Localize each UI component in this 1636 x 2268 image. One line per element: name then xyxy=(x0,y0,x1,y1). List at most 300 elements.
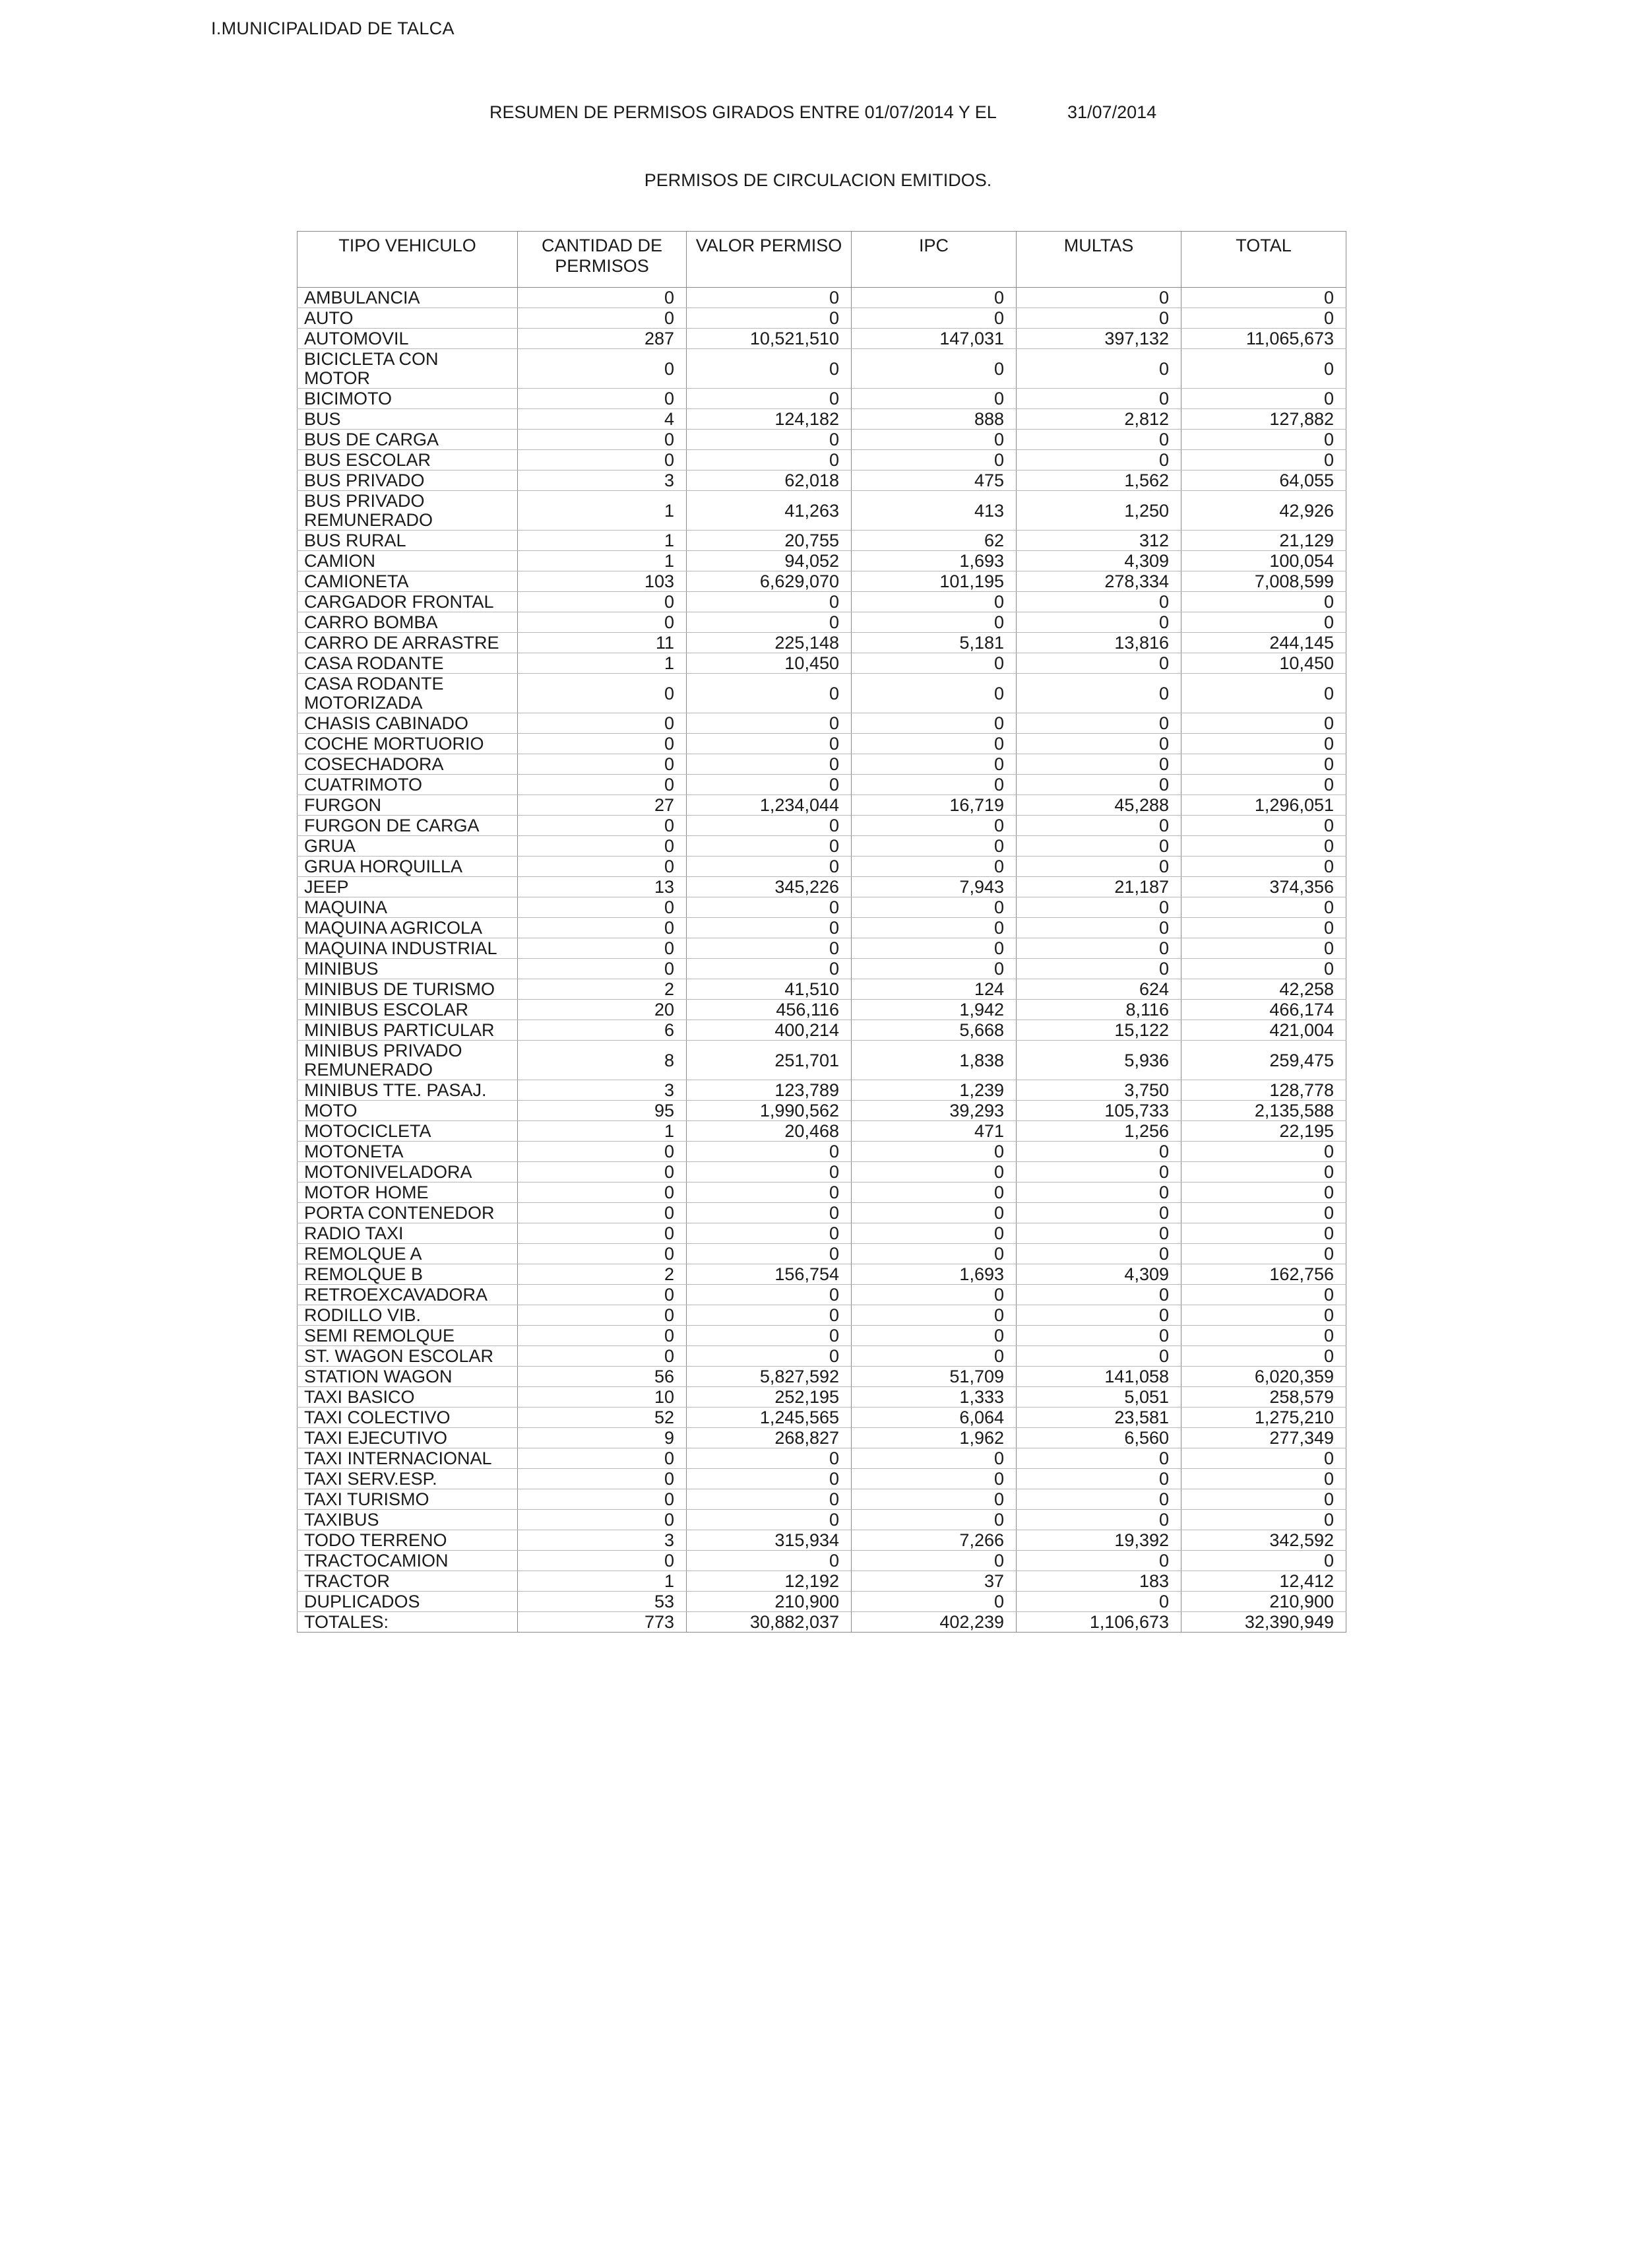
value-cell: 0 xyxy=(852,288,1017,308)
value-cell: 0 xyxy=(1181,308,1346,329)
value-cell: 0 xyxy=(1017,1142,1181,1162)
vehicle-type-cell: MINIBUS DE TURISMO xyxy=(298,979,518,1000)
vehicle-type-cell: CHASIS CABINADO xyxy=(298,713,518,734)
value-cell: 0 xyxy=(852,734,1017,754)
value-cell: 10 xyxy=(518,1387,687,1408)
value-cell: 0 xyxy=(1017,1326,1181,1346)
value-cell: 0 xyxy=(687,1223,852,1244)
value-cell: 13 xyxy=(518,877,687,897)
value-cell: 11,065,673 xyxy=(1181,329,1346,349)
vehicle-type-cell: MAQUINA AGRICOLA xyxy=(298,918,518,938)
table-header-row xyxy=(298,232,1346,288)
table-row xyxy=(298,592,1346,612)
value-cell: 0 xyxy=(1181,674,1346,713)
value-cell: 0 xyxy=(687,938,852,959)
value-cell: 0 xyxy=(852,959,1017,979)
table-row xyxy=(298,877,1346,897)
table-row xyxy=(298,1592,1346,1612)
value-cell: 0 xyxy=(1017,308,1181,329)
value-cell: 0 xyxy=(1017,349,1181,389)
value-cell: 0 xyxy=(687,1183,852,1203)
vehicle-type-cell: BUS xyxy=(298,409,518,430)
table-row xyxy=(298,1469,1346,1489)
vehicle-type-cell: DUPLICADOS xyxy=(298,1592,518,1612)
totals-row xyxy=(298,1612,1346,1633)
vehicle-type-cell: MINIBUS PARTICULAR xyxy=(298,1020,518,1041)
value-cell: 105,733 xyxy=(1017,1101,1181,1121)
value-cell: 1 xyxy=(518,653,687,674)
value-cell: 0 xyxy=(687,918,852,938)
value-cell: 0 xyxy=(518,1305,687,1326)
value-cell: 345,226 xyxy=(687,877,852,897)
value-cell: 0 xyxy=(687,1489,852,1510)
value-cell: 0 xyxy=(687,897,852,918)
value-cell: 0 xyxy=(852,713,1017,734)
value-cell: 0 xyxy=(1017,430,1181,450)
value-cell: 0 xyxy=(687,612,852,633)
value-cell: 0 xyxy=(518,713,687,734)
value-cell: 147,031 xyxy=(852,329,1017,349)
column-header: CANTIDAD DE PERMISOS xyxy=(518,232,687,288)
value-cell: 0 xyxy=(1017,1162,1181,1183)
vehicle-type-cell: GRUA HORQUILLA xyxy=(298,857,518,877)
vehicle-type-cell: CASA RODANTE MOTORIZADA xyxy=(298,674,518,713)
value-cell: 1,245,565 xyxy=(687,1408,852,1428)
value-cell: 0 xyxy=(1017,653,1181,674)
value-cell: 0 xyxy=(1017,1223,1181,1244)
value-cell: 7,943 xyxy=(852,877,1017,897)
vehicle-type-cell: CARRO DE ARRASTRE xyxy=(298,633,518,653)
value-cell: 0 xyxy=(518,1285,687,1305)
value-cell: 101,195 xyxy=(852,571,1017,592)
value-cell: 56 xyxy=(518,1367,687,1387)
value-cell: 1,234,044 xyxy=(687,795,852,816)
value-cell: 42,258 xyxy=(1181,979,1346,1000)
vehicle-type-cell: FURGON DE CARGA xyxy=(298,816,518,836)
value-cell: 0 xyxy=(1017,1510,1181,1530)
value-cell: 0 xyxy=(1017,754,1181,775)
vehicle-type-cell: MAQUINA INDUSTRIAL xyxy=(298,938,518,959)
value-cell: 0 xyxy=(518,1469,687,1489)
vehicle-type-cell: MINIBUS ESCOLAR xyxy=(298,1000,518,1020)
value-cell: 0 xyxy=(852,857,1017,877)
value-cell: 1,693 xyxy=(852,1264,1017,1285)
vehicle-type-cell: AUTO xyxy=(298,308,518,329)
value-cell: 0 xyxy=(1181,1489,1346,1510)
value-cell: 258,579 xyxy=(1181,1387,1346,1408)
value-cell: 0 xyxy=(852,1469,1017,1489)
value-cell: 1 xyxy=(518,491,687,531)
value-cell: 12,192 xyxy=(687,1571,852,1592)
value-cell: 0 xyxy=(1017,713,1181,734)
value-cell: 30,882,037 xyxy=(687,1612,852,1633)
value-cell: 0 xyxy=(852,1203,1017,1223)
value-cell: 51,709 xyxy=(852,1367,1017,1387)
value-cell: 9 xyxy=(518,1428,687,1448)
vehicle-type-cell: RODILLO VIB. xyxy=(298,1305,518,1326)
value-cell: 0 xyxy=(687,959,852,979)
value-cell: 0 xyxy=(687,754,852,775)
vehicle-type-cell: TAXI BASICO xyxy=(298,1387,518,1408)
value-cell: 0 xyxy=(687,1285,852,1305)
value-cell: 1 xyxy=(518,1571,687,1592)
table-row xyxy=(298,1489,1346,1510)
value-cell: 1,275,210 xyxy=(1181,1408,1346,1428)
table-row xyxy=(298,775,1346,795)
value-cell: 127,882 xyxy=(1181,409,1346,430)
value-cell: 0 xyxy=(1181,1305,1346,1326)
value-cell: 4,309 xyxy=(1017,551,1181,571)
value-cell: 0 xyxy=(1017,612,1181,633)
vehicle-type-cell: CASA RODANTE xyxy=(298,653,518,674)
value-cell: 0 xyxy=(1017,1346,1181,1367)
value-cell: 52 xyxy=(518,1408,687,1428)
value-cell: 0 xyxy=(1181,1223,1346,1244)
value-cell: 6,629,070 xyxy=(687,571,852,592)
value-cell: 3,750 xyxy=(1017,1080,1181,1101)
value-cell: 0 xyxy=(1017,674,1181,713)
value-cell: 0 xyxy=(852,1489,1017,1510)
value-cell: 8,116 xyxy=(1017,1000,1181,1020)
value-cell: 244,145 xyxy=(1181,633,1346,653)
value-cell: 342,592 xyxy=(1181,1530,1346,1551)
vehicle-type-cell: MOTONETA xyxy=(298,1142,518,1162)
value-cell: 0 xyxy=(1181,288,1346,308)
value-cell: 0 xyxy=(518,1489,687,1510)
value-cell: 21,187 xyxy=(1017,877,1181,897)
value-cell: 0 xyxy=(518,1346,687,1367)
value-cell: 397,132 xyxy=(1017,329,1181,349)
value-cell: 0 xyxy=(1181,430,1346,450)
value-cell: 0 xyxy=(518,938,687,959)
value-cell: 0 xyxy=(852,1448,1017,1469)
vehicle-type-cell: MAQUINA xyxy=(298,897,518,918)
value-cell: 0 xyxy=(1181,938,1346,959)
value-cell: 0 xyxy=(518,592,687,612)
value-cell: 0 xyxy=(687,1203,852,1223)
vehicle-type-cell: AMBULANCIA xyxy=(298,288,518,308)
value-cell: 1,296,051 xyxy=(1181,795,1346,816)
value-cell: 0 xyxy=(518,959,687,979)
table-row xyxy=(298,959,1346,979)
value-cell: 0 xyxy=(1017,918,1181,938)
value-cell: 0 xyxy=(852,308,1017,329)
value-cell: 0 xyxy=(852,1551,1017,1571)
vehicle-type-cell: BICIMOTO xyxy=(298,389,518,409)
value-cell: 421,004 xyxy=(1181,1020,1346,1041)
vehicle-type-cell: TAXIBUS xyxy=(298,1510,518,1530)
value-cell: 37 xyxy=(852,1571,1017,1592)
vehicle-type-cell: MINIBUS xyxy=(298,959,518,979)
value-cell: 0 xyxy=(518,349,687,389)
value-cell: 0 xyxy=(687,1142,852,1162)
organization-name: I.MUNICIPALIDAD DE TALCA xyxy=(211,18,455,38)
value-cell: 6,064 xyxy=(852,1408,1017,1428)
value-cell: 0 xyxy=(852,1244,1017,1264)
value-cell: 287 xyxy=(518,329,687,349)
column-header: IPC xyxy=(852,232,1017,288)
value-cell: 0 xyxy=(1181,1244,1346,1264)
value-cell: 268,827 xyxy=(687,1428,852,1448)
value-cell: 6,020,359 xyxy=(1181,1367,1346,1387)
value-cell: 64,055 xyxy=(1181,470,1346,491)
value-cell: 0 xyxy=(687,430,852,450)
value-cell: 0 xyxy=(518,430,687,450)
vehicle-type-cell: GRUA xyxy=(298,836,518,857)
value-cell: 0 xyxy=(687,1448,852,1469)
value-cell: 0 xyxy=(1017,959,1181,979)
value-cell: 0 xyxy=(687,1469,852,1489)
value-cell: 210,900 xyxy=(687,1592,852,1612)
table-row xyxy=(298,1121,1346,1142)
value-cell: 0 xyxy=(852,1223,1017,1244)
table-row xyxy=(298,470,1346,491)
value-cell: 0 xyxy=(1181,1346,1346,1367)
value-cell: 1,990,562 xyxy=(687,1101,852,1121)
value-cell: 0 xyxy=(1017,857,1181,877)
value-cell: 0 xyxy=(852,653,1017,674)
value-cell: 210,900 xyxy=(1181,1592,1346,1612)
value-cell: 0 xyxy=(852,430,1017,450)
value-cell: 0 xyxy=(518,1223,687,1244)
value-cell: 259,475 xyxy=(1181,1041,1346,1080)
value-cell: 0 xyxy=(1017,836,1181,857)
value-cell: 0 xyxy=(1181,1326,1346,1346)
table-row xyxy=(298,897,1346,918)
value-cell: 0 xyxy=(687,857,852,877)
value-cell: 0 xyxy=(518,857,687,877)
value-cell: 0 xyxy=(687,349,852,389)
value-cell: 20,468 xyxy=(687,1121,852,1142)
value-cell: 0 xyxy=(518,1142,687,1162)
table-row xyxy=(298,1101,1346,1121)
value-cell: 0 xyxy=(518,1162,687,1183)
value-cell: 0 xyxy=(1181,450,1346,470)
table-row xyxy=(298,857,1346,877)
value-cell: 32,390,949 xyxy=(1181,1612,1346,1633)
vehicle-type-cell: CAMIONETA xyxy=(298,571,518,592)
table-row xyxy=(298,795,1346,816)
value-cell: 39,293 xyxy=(852,1101,1017,1121)
vehicle-type-cell: SEMI REMOLQUE xyxy=(298,1326,518,1346)
table-row xyxy=(298,1244,1346,1264)
vehicle-type-cell: BUS DE CARGA xyxy=(298,430,518,450)
table-row xyxy=(298,409,1346,430)
value-cell: 0 xyxy=(1017,1489,1181,1510)
table-row xyxy=(298,918,1346,938)
value-cell: 42,926 xyxy=(1181,491,1346,531)
value-cell: 0 xyxy=(1017,1285,1181,1305)
table-body xyxy=(298,288,1346,1633)
table-row xyxy=(298,1223,1346,1244)
table-row xyxy=(298,1142,1346,1162)
value-cell: 1 xyxy=(518,551,687,571)
value-cell: 41,263 xyxy=(687,491,852,531)
value-cell: 0 xyxy=(1181,1448,1346,1469)
value-cell: 466,174 xyxy=(1181,1000,1346,1020)
table-row xyxy=(298,1387,1346,1408)
value-cell: 141,058 xyxy=(1017,1367,1181,1387)
vehicle-type-cell: BICICLETA CON MOTOR xyxy=(298,349,518,389)
value-cell: 5,827,592 xyxy=(687,1367,852,1387)
vehicle-type-cell: TRACTOCAMION xyxy=(298,1551,518,1571)
table-row xyxy=(298,612,1346,633)
value-cell: 0 xyxy=(687,674,852,713)
value-cell: 0 xyxy=(518,1510,687,1530)
vehicle-type-cell: REMOLQUE A xyxy=(298,1244,518,1264)
value-cell: 475 xyxy=(852,470,1017,491)
value-cell: 5,936 xyxy=(1017,1041,1181,1080)
value-cell: 0 xyxy=(687,288,852,308)
table-row xyxy=(298,653,1346,674)
table-row xyxy=(298,491,1346,531)
value-cell: 0 xyxy=(1017,1592,1181,1612)
value-cell: 315,934 xyxy=(687,1530,852,1551)
value-cell: 4 xyxy=(518,409,687,430)
value-cell: 2 xyxy=(518,979,687,1000)
value-cell: 0 xyxy=(1181,1162,1346,1183)
value-cell: 402,239 xyxy=(852,1612,1017,1633)
value-cell: 0 xyxy=(687,1551,852,1571)
value-cell: 0 xyxy=(1017,897,1181,918)
value-cell: 0 xyxy=(518,389,687,409)
value-cell: 0 xyxy=(852,1510,1017,1530)
vehicle-type-cell: PORTA CONTENEDOR xyxy=(298,1203,518,1223)
value-cell: 0 xyxy=(852,918,1017,938)
value-cell: 773 xyxy=(518,1612,687,1633)
value-cell: 0 xyxy=(687,1326,852,1346)
value-cell: 0 xyxy=(518,918,687,938)
vehicle-type-cell: TAXI COLECTIVO xyxy=(298,1408,518,1428)
value-cell: 0 xyxy=(1017,734,1181,754)
value-cell: 0 xyxy=(1181,897,1346,918)
value-cell: 1,962 xyxy=(852,1428,1017,1448)
value-cell: 0 xyxy=(518,1326,687,1346)
value-cell: 0 xyxy=(852,938,1017,959)
table-row xyxy=(298,734,1346,754)
value-cell: 27 xyxy=(518,795,687,816)
value-cell: 0 xyxy=(852,1142,1017,1162)
table-row xyxy=(298,754,1346,775)
value-cell: 413 xyxy=(852,491,1017,531)
value-cell: 0 xyxy=(518,612,687,633)
value-cell: 100,054 xyxy=(1181,551,1346,571)
value-cell: 0 xyxy=(1181,1510,1346,1530)
table-row xyxy=(298,674,1346,713)
vehicle-type-cell: TODO TERRENO xyxy=(298,1530,518,1551)
value-cell: 6,560 xyxy=(1017,1428,1181,1448)
value-cell: 20 xyxy=(518,1000,687,1020)
value-cell: 123,789 xyxy=(687,1080,852,1101)
value-cell: 5,051 xyxy=(1017,1387,1181,1408)
value-cell: 888 xyxy=(852,409,1017,430)
table-row xyxy=(298,938,1346,959)
value-cell: 41,510 xyxy=(687,979,852,1000)
value-cell: 5,668 xyxy=(852,1020,1017,1041)
value-cell: 0 xyxy=(518,1203,687,1223)
value-cell: 0 xyxy=(852,775,1017,795)
value-cell: 0 xyxy=(852,816,1017,836)
value-cell: 0 xyxy=(852,1162,1017,1183)
vehicle-type-cell: MOTO xyxy=(298,1101,518,1121)
value-cell: 0 xyxy=(1181,713,1346,734)
table-row xyxy=(298,1183,1346,1203)
value-cell: 471 xyxy=(852,1121,1017,1142)
value-cell: 0 xyxy=(1181,1203,1346,1223)
value-cell: 374,356 xyxy=(1181,877,1346,897)
value-cell: 0 xyxy=(1181,1469,1346,1489)
column-header: TIPO VEHICULO xyxy=(298,232,518,288)
value-cell: 15,122 xyxy=(1017,1020,1181,1041)
value-cell: 0 xyxy=(1017,1448,1181,1469)
vehicle-type-cell: RADIO TAXI xyxy=(298,1223,518,1244)
value-cell: 0 xyxy=(687,816,852,836)
value-cell: 0 xyxy=(687,1346,852,1367)
value-cell: 277,349 xyxy=(1181,1428,1346,1448)
table-row xyxy=(298,1020,1346,1041)
vehicle-type-cell: COCHE MORTUORIO xyxy=(298,734,518,754)
value-cell: 3 xyxy=(518,470,687,491)
value-cell: 2,135,588 xyxy=(1181,1101,1346,1121)
value-cell: 7,266 xyxy=(852,1530,1017,1551)
column-header: VALOR PERMISO xyxy=(687,232,852,288)
value-cell: 0 xyxy=(1181,389,1346,409)
vehicle-type-cell: TAXI INTERNACIONAL xyxy=(298,1448,518,1469)
value-cell: 0 xyxy=(1017,1551,1181,1571)
value-cell: 0 xyxy=(1181,1183,1346,1203)
value-cell: 124 xyxy=(852,979,1017,1000)
value-cell: 0 xyxy=(1181,836,1346,857)
value-cell: 0 xyxy=(852,450,1017,470)
column-header: TOTAL xyxy=(1181,232,1346,288)
table-row xyxy=(298,1285,1346,1305)
vehicle-type-cell: CUATRIMOTO xyxy=(298,775,518,795)
value-cell: 10,521,510 xyxy=(687,329,852,349)
value-cell: 7,008,599 xyxy=(1181,571,1346,592)
value-cell: 3 xyxy=(518,1530,687,1551)
table-row xyxy=(298,308,1346,329)
vehicle-type-cell: TAXI EJECUTIVO xyxy=(298,1428,518,1448)
value-cell: 0 xyxy=(518,775,687,795)
value-cell: 1,250 xyxy=(1017,491,1181,531)
value-cell: 0 xyxy=(518,1551,687,1571)
value-cell: 10,450 xyxy=(1181,653,1346,674)
value-cell: 21,129 xyxy=(1181,531,1346,551)
value-cell: 0 xyxy=(518,674,687,713)
table-row xyxy=(298,713,1346,734)
table-row xyxy=(298,979,1346,1000)
table-row xyxy=(298,389,1346,409)
value-cell: 0 xyxy=(1017,816,1181,836)
table-row xyxy=(298,1162,1346,1183)
vehicle-type-cell: TOTALES: xyxy=(298,1612,518,1633)
value-cell: 0 xyxy=(1017,1305,1181,1326)
vehicle-type-cell: STATION WAGON xyxy=(298,1367,518,1387)
value-cell: 1,693 xyxy=(852,551,1017,571)
value-cell: 0 xyxy=(687,450,852,470)
vehicle-type-cell: MINIBUS TTE. PASAJ. xyxy=(298,1080,518,1101)
value-cell: 0 xyxy=(1017,592,1181,612)
value-cell: 0 xyxy=(1017,1244,1181,1264)
value-cell: 13,816 xyxy=(1017,633,1181,653)
value-cell: 45,288 xyxy=(1017,795,1181,816)
value-cell: 456,116 xyxy=(687,1000,852,1020)
table-row xyxy=(298,1346,1346,1367)
value-cell: 1 xyxy=(518,1121,687,1142)
vehicle-type-cell: ST. WAGON ESCOLAR xyxy=(298,1346,518,1367)
value-cell: 0 xyxy=(518,1183,687,1203)
value-cell: 0 xyxy=(518,450,687,470)
